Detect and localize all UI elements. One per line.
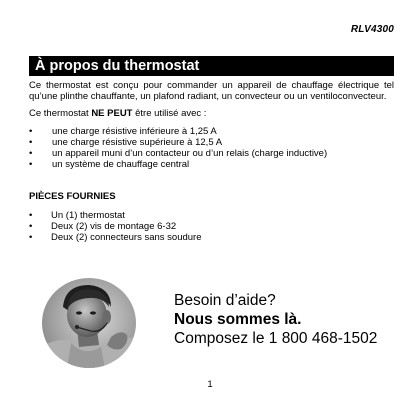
- list-item: [29, 221, 394, 232]
- intro-paragraph: Ce thermostat est conçu pour commander un appareil de chauffage électrique tel qu’une plinthe chauffante, un plafond radiant, un convecteur ou un ventiloconvecteur.: [29, 80, 394, 103]
- bullet-icon: •: [29, 136, 33, 148]
- bullet-icon: •: [29, 232, 33, 244]
- support-agent-photo-icon: [41, 277, 137, 369]
- bullet-icon: •: [29, 159, 33, 171]
- list-item-text: une charge résistive inférieure à 1,25 A: [52, 125, 217, 137]
- help-message: [174, 291, 377, 348]
- usage-statement: [29, 108, 394, 119]
- list-item: [29, 148, 394, 159]
- list-item-text: Deux (2) connecteurs sans soudure: [51, 232, 202, 244]
- usage-after: être utilisé avec :: [132, 108, 207, 120]
- model-number: RLV4300: [350, 24, 394, 35]
- list-item-text: un système de chauffage central: [52, 159, 190, 171]
- help-phone: Composez le 1 800 468-1502: [174, 330, 378, 347]
- bullet-icon: •: [29, 148, 33, 160]
- list-item-text: Un (1) thermostat: [51, 209, 125, 221]
- section-title: À propos du thermostat: [29, 56, 394, 76]
- list-item-text: Deux (2) vis de montage 6-32: [51, 220, 177, 232]
- list-item-text: un appareil muni d’un contacteur ou d’un relais (charge inductive): [52, 148, 328, 160]
- parts-heading: PIÈCES FOURNIES: [29, 191, 116, 203]
- help-line-2: Nous sommes là.: [174, 311, 302, 328]
- help-line-1: Besoin d’aide?: [174, 292, 276, 309]
- main-content: [29, 80, 394, 243]
- usage-emphasis: NE PEUT: [91, 108, 133, 120]
- list-item: [29, 159, 394, 170]
- bullet-icon: •: [29, 220, 33, 232]
- list-item: [29, 126, 394, 137]
- list-item: [29, 232, 394, 243]
- list-item-text: une charge résistive supérieure à 12,5 A: [52, 136, 223, 148]
- page-number: 1: [207, 379, 213, 390]
- restrictions-list: [29, 126, 394, 171]
- usage-before: Ce thermostat: [29, 108, 92, 120]
- bullet-icon: •: [29, 209, 33, 221]
- list-item: [29, 210, 394, 221]
- list-item: [29, 137, 394, 148]
- parts-list: [29, 210, 394, 244]
- bullet-icon: •: [29, 125, 33, 137]
